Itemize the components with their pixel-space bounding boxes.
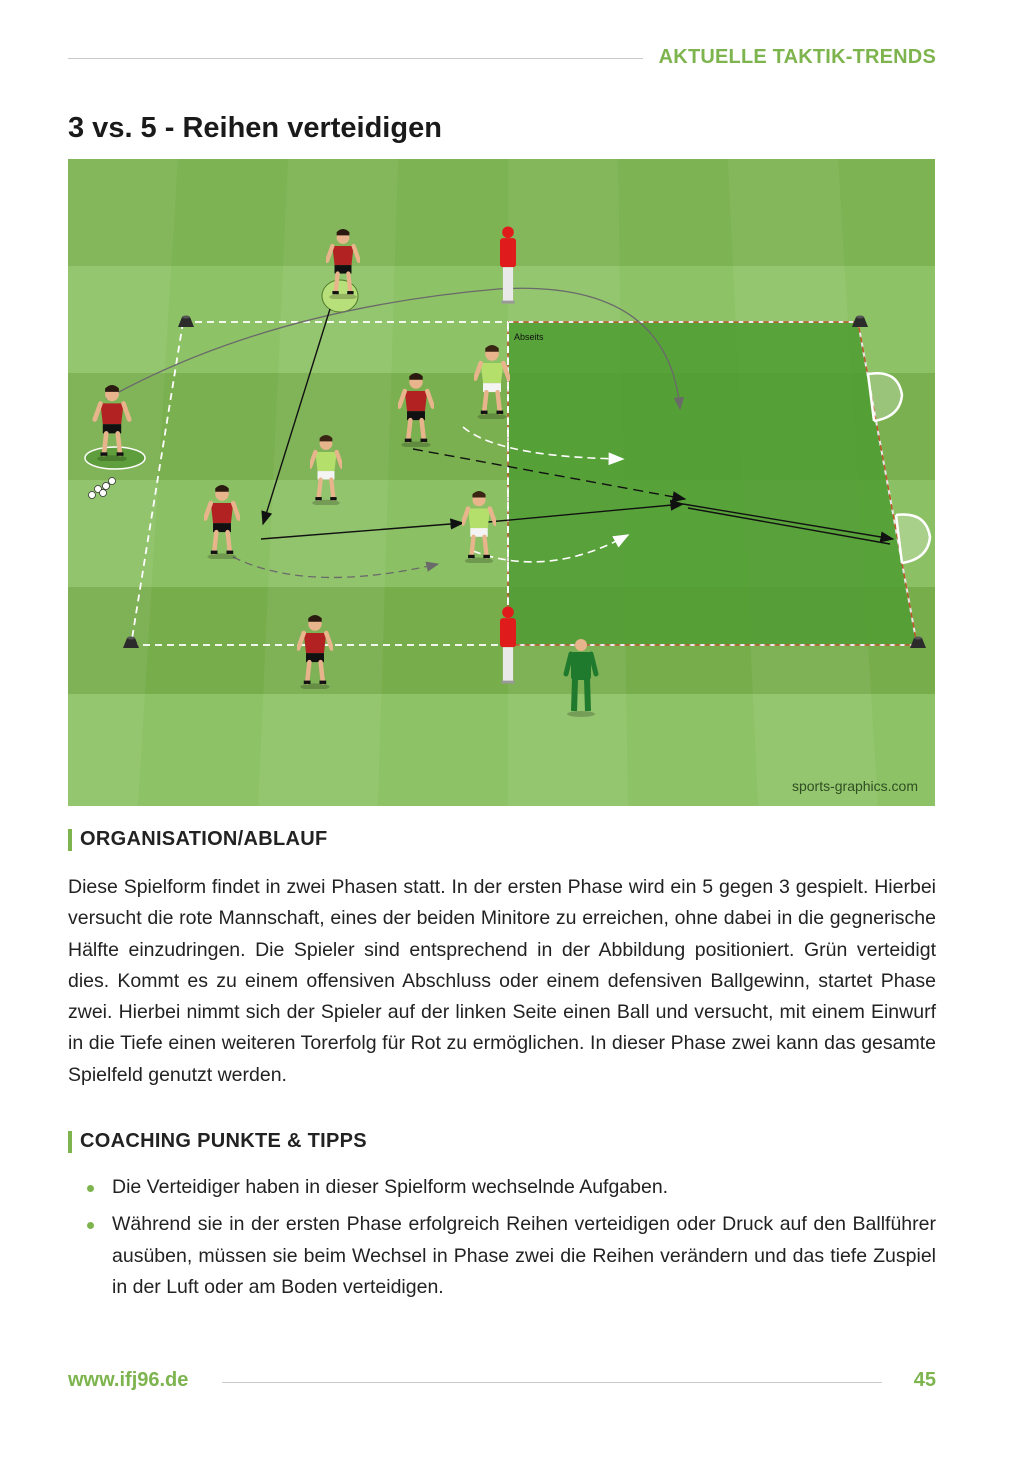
section-heading-coaching bbox=[68, 1130, 367, 1153]
page-title: 3 vs. 5 - Reihen verteidigen bbox=[68, 112, 442, 144]
page-number: 45 bbox=[913, 1369, 936, 1391]
footer-url: www.ifj96.de bbox=[68, 1369, 189, 1391]
header-section-title: AKTUELLE TAKTIK-TRENDS bbox=[658, 46, 936, 68]
drill-diagram bbox=[68, 159, 935, 806]
list-item: Während sie in der ersten Phase erfolgreich Reihen verteidigen oder Druck auf den Ballführer ausüben, müssen sie beim Wechsel in Phase zwei die Reihen verändern und das tiefe Zuspiel in der Luft oder am Boden verteidigen. bbox=[85, 1209, 936, 1303]
heading-text: ORGANISATION/ABLAUF bbox=[80, 828, 328, 850]
heading-accent-bar bbox=[68, 1131, 72, 1153]
section-heading-organisation bbox=[68, 828, 328, 851]
heading-text: COACHING PUNKTE & TIPPS bbox=[80, 1130, 367, 1152]
organisation-text: Diese Spielform findet in zwei Phasen statt. In der ersten Phase wird ein 5 gegen 3 gespielt. Hierbei versucht die rote Mannschaft, eines der beiden Minitore zu erreichen, ohne dabei in die gegnerische Hälfte einzudringen. Die Spieler sind entsprechend in der Abbildung positioniert. Grün verteidigt dies. Kommt es zu einem offensiven Abschluss oder einem defensiven Ballgewinn, startet Phase zwei. Hierbei nimmt sich der Spieler auf der linken Seite einen Ball und versucht, mit einem Einwurf in die Tiefe einen weiteren Torerfolg für Rot zu ermöglichen. In dieser Phase zwei kann das gesamte Spielfeld genutzt werden. bbox=[68, 876, 936, 1086]
heading-accent-bar bbox=[68, 829, 72, 851]
header-rule bbox=[68, 58, 643, 59]
image-credit: sports-graphics.com bbox=[791, 778, 918, 794]
zone-label: Abseits bbox=[514, 332, 544, 342]
offside-zone bbox=[508, 322, 917, 645]
coaching-tips-list bbox=[85, 1172, 936, 1309]
list-item: Die Verteidiger haben in dieser Spielform wechselnde Aufgaben. bbox=[85, 1172, 936, 1203]
footer-rule bbox=[222, 1382, 882, 1383]
